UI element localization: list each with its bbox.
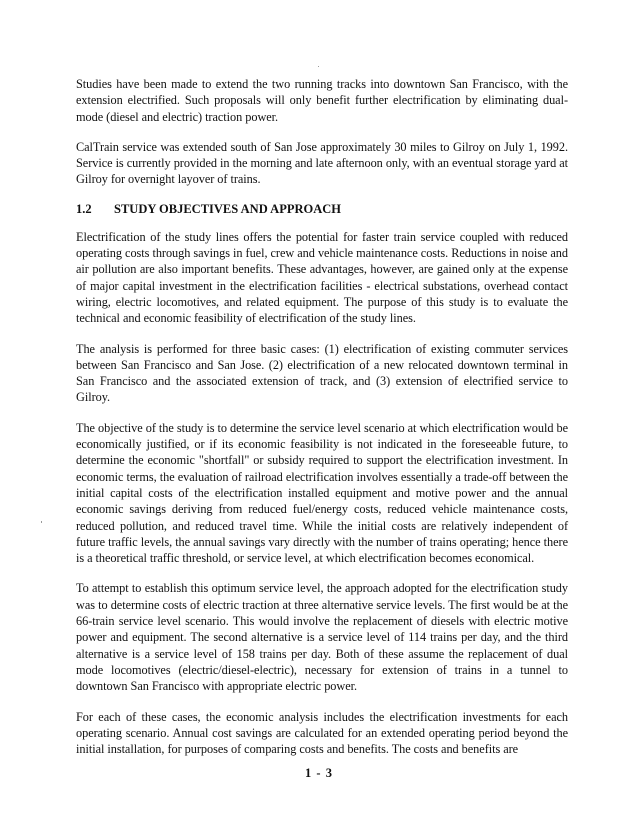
paragraph-gilroy-service: CalTrain service was extended south of San Jose approximately 30 miles to Gilroy on July 1, 1992. Service is currently provided in the morning and late afternoon only, with an eventual storage yard at Gilroy for overnight layover of trains. (76, 139, 568, 187)
page-number: 1 - 3 (305, 766, 333, 780)
section-title: STUDY OBJECTIVES AND APPROACH (114, 201, 342, 216)
section-heading (76, 201, 568, 217)
paragraph-service-levels: To attempt to establish this optimum service level, the approach adopted for the electrification study was to determine costs of electric traction at three alternative service levels. The first would be at the 66-train service level scenario. This would involve the replacement of diesels with electric motive power and equipment. The second alternative is a service level of 114 trains per day, and the third alternative is a service level of 158 trains per day. Both of these assume the replacement of dual mode locomotives (electric/diesel-electric), necessary for extension of trains in a tunnel to downtown San Francisco with appropriate electric power. (76, 581, 568, 694)
scan-speck (41, 521, 42, 523)
paragraph-study-objective: The objective of the study is to determine the service level scenario at which electrification would be economically justified, or if its economic feasibility is not indicated in the foreseeable future, to determine the economic "shortfall" or subsidy required to support the electrification investment. In economic terms, the evaluation of railroad electrification involves essentially a trade-off between the initial capital costs of the electrification installed equipment and motive power and the annual economic savings deriving from reduced fuel/energy costs, reduced vehicle maintenance costs, reduced pollution, and reduced travel time. While the initial costs are relatively independent of future traffic levels, the annual savings vary directly with the number of trains operating; hence there is a theoretical traffic threshold, or service level, at which electrification becomes economical. (76, 420, 568, 566)
paragraph-electrification-benefits: Electrification of the study lines offers the potential for faster train service coupled with reduced operating costs through savings in fuel, crew and vehicle maintenance costs. Reductions in noise and air pollution are also important benefits. These advantages, however, are gained only at the expense of major capital investment in the electrification facilities - electrical substations, overhead contact wiring, electric locomotives, and related equipment. The purpose of this study is to evaluate the technical and economic feasibility of electrification of the study lines. (76, 229, 568, 326)
body-text (76, 76, 568, 757)
section-number: 1.2 (76, 201, 92, 216)
paragraph-analysis-cases: The analysis is performed for three basic cases: (1) electrification of existing commuter services between San Francisco and San Jose. (2) electrification of a new relocated downtown terminal in San Francisco and the associated extension of track, and (3) extension of electrified service to Gilroy. (76, 341, 568, 405)
scan-speck (318, 66, 319, 67)
paragraph-downtown-extension: Studies have been made to extend the two running tracks into downtown San Francisco, with the extension electrified. Such proposals will only benefit further electrification by eliminating dual-mode (diesel and electric) traction power. (76, 77, 568, 124)
paragraph-economic-analysis: For each of these cases, the economic analysis includes the electrification investments for each operating scenario. Annual cost savings are calculated for an extended operating period beyond the initial installation, for purposes of comparing costs and benefits. The costs and benefits are (76, 709, 568, 757)
